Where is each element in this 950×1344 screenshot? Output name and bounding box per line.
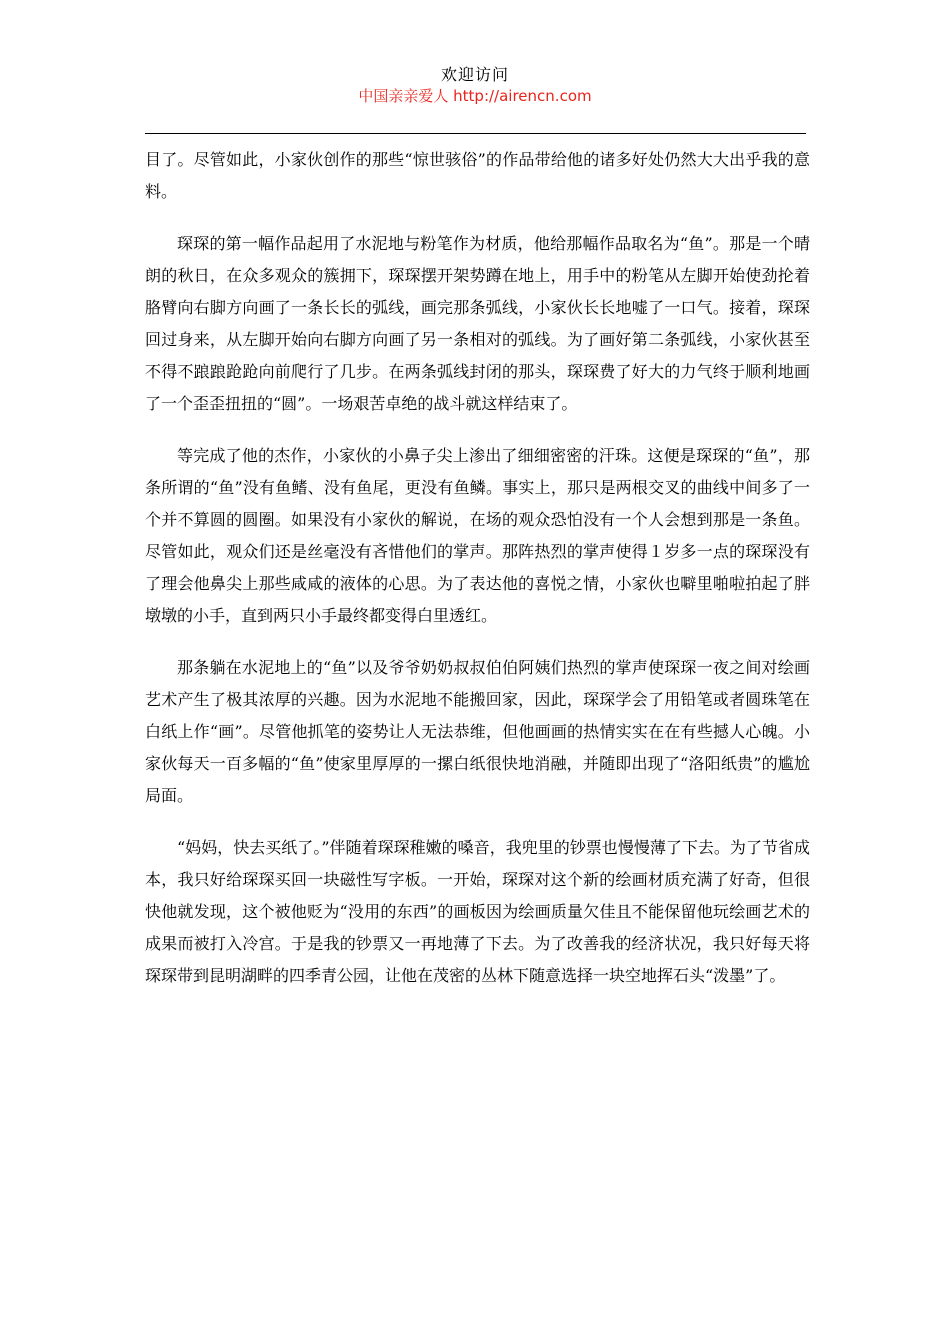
paragraph-continuation: 目了。尽管如此，小家伙创作的那些“惊世骇俗”的作品带给他的诸多好处仍然大大出乎我的意料。 xyxy=(145,150,810,201)
paragraph: 那条躺在水泥地上的“鱼”以及爷爷奶奶叔叔伯伯阿姨们热烈的掌声使琛琛一夜之间对绘画艺术产生了极其浓厚的兴趣。因为水泥地不能搬回家，因此，琛琛学会了用铅笔或者圆珠笔在白纸上作“画”。尽管他抓笔的姿势让人无法恭维，但他画画的热情实实在在有些撼人心魄。小家伙每天一百多幅的“鱼”使家里厚厚的一摞白纸很快地消融，并随即出现了“洛阳纸贵”的尴尬局面。 xyxy=(145,658,810,805)
paragraph: 琛琛的第一幅作品起用了水泥地与粉笔作为材质，他给那幅作品取名为“鱼”。那是一个晴朗的秋日，在众多观众的簇拥下，琛琛摆开架势蹲在地上，用手中的粉笔从左脚开始使劲抡着胳臂向右脚方向画了一条长长的弧线，画完那条弧线，小家伙长长地嘘了一口气。接着，琛琛回过身来，从左脚开始向右脚方向画了另一条相对的弧线。为了画好第二条弧线，小家伙甚至不得不踉踉跄跄向前爬行了几步。在两条弧线封闭的那头，琛琛费了好大的力气终于顺利地画了一个歪歪扭扭的“圆”。一场艰苦卓绝的战斗就这样结束了。 xyxy=(145,234,810,413)
article-body xyxy=(145,144,810,1012)
paragraph: “妈妈，快去买纸了。”伴随着琛琛稚嫩的嗓音，我兜里的钞票也慢慢薄了下去。为了节省成本，我只好给琛琛买回一块磁性写字板。一开始，琛琛对这个新的绘画材质充满了好奇，但很快他就发现，这个被他贬为“没用的东西”的画板因为绘画质量欠佳且不能保留他玩绘画艺术的成果而被打入冷宫。于是我的钞票又一再地薄了下去。为了改善我的经济状况，我只好每天将琛琛带到昆明湖畔的四季青公园，让他在茂密的丛林下随意选择一块空地挥石头“泼墨”了。 xyxy=(145,838,810,985)
paragraph: 等完成了他的杰作，小家伙的小鼻子尖上渗出了细细密密的汗珠。这便是琛琛的“鱼”，那条所谓的“鱼”没有鱼鳍、没有鱼尾，更没有鱼鳞。事实上，那只是两根交叉的曲线中间多了一个并不算圆的圆圈。如果没有小家伙的解说，在场的观众恐怕没有一个人会想到那是一条鱼。尽管如此，观众们还是丝毫没有吝惜他们的掌声。那阵热烈的掌声使得１岁多一点的琛琛没有了理会他鼻尖上那些咸咸的液体的心思。为了表达他的喜悦之情，小家伙也噼里啪啦拍起了胖墩墩的小手，直到两只小手最终都变得白里透红。 xyxy=(145,446,810,625)
header-divider xyxy=(145,133,806,134)
header-title: 欢迎访问 xyxy=(440,65,509,84)
page-header xyxy=(145,64,805,106)
site-link[interactable]: 中国亲亲爱人 http://airencn.com xyxy=(358,87,592,105)
